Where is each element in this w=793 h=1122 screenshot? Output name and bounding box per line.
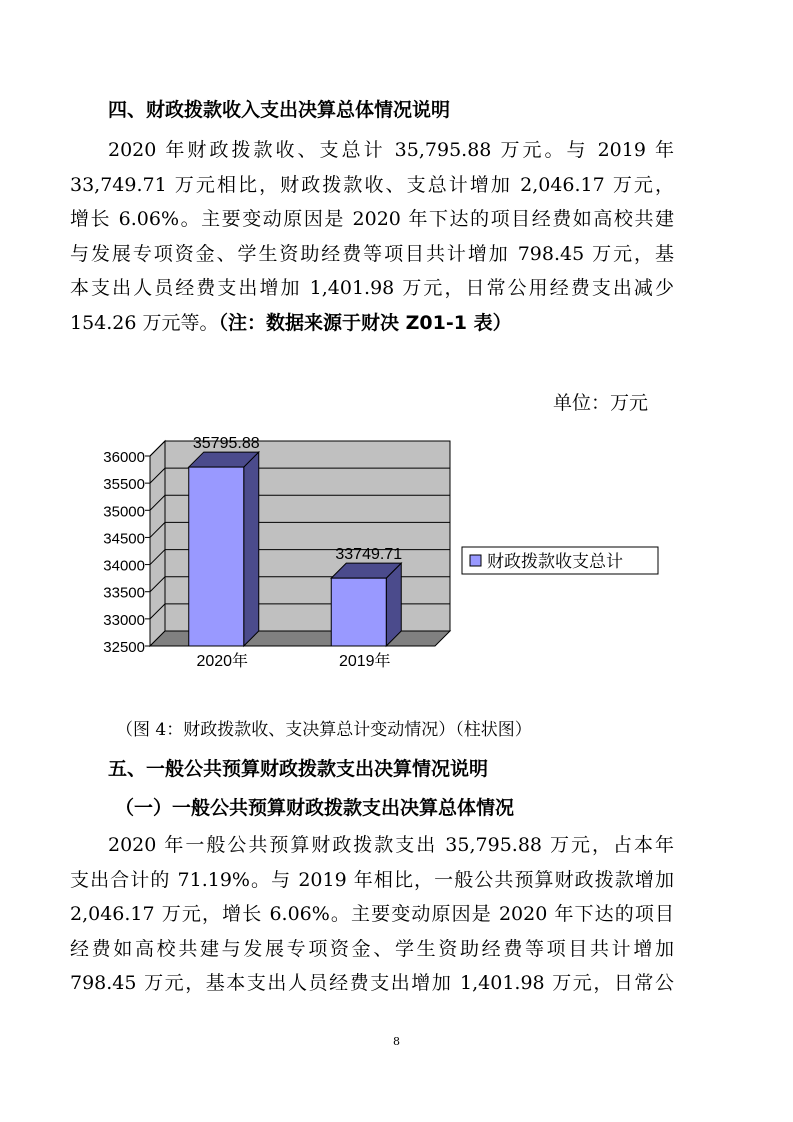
paragraph-line: 支出合计的 71.19%。与 2019 年相比，一般公共预算财政拨款增加 [70,868,674,891]
figure-caption: （图 4：财政拨款收、支决算总计变动情况）（柱状图） [116,720,532,740]
paragraph-line: 798.45 万元，基本支出人员经费支出增加 1,401.98 万元，日常公 [70,972,674,994]
data-label: 33749.71 [335,546,403,564]
bar-side [244,452,259,646]
paragraph-line: 33,749.71 万元相比，财政拨款收、支总计增加 2,046.17 万元， [70,173,674,196]
section5-paragraph [70,828,674,1001]
data-source-note: （注：数据来源于财决 Z01-1 表） [218,311,512,334]
bar [331,578,386,646]
bar [189,467,244,646]
x-tick-label: 2020年 [196,653,249,670]
paragraph-line-text: 154.26 万元等。 [70,311,219,334]
y-tick-label: 34000 [103,557,145,575]
paragraph-line [70,306,674,341]
y-tick-label: 34500 [103,530,145,548]
paragraph-line: 经费如高校共建与发展专项资金、学生资助经费等项目共计增加 [70,937,674,960]
chart-legend [462,547,658,574]
paragraph-line: 本支出人员经费支出增加 1,401.98 万元，日常公用经费支出减少 [70,277,674,299]
legend-label: 财政拨款收支总计 [487,552,623,571]
unit-label: 单位：万元 [553,392,649,414]
section4-paragraph [70,133,674,340]
paragraph-line: 2,046.17 万元，增长 6.06%。主要变动原因是 2020 年下达的项目 [70,903,674,925]
section5-subheading: （一）一般公共预算财政拨款支出决算总体情况 [115,797,515,819]
y-tick-label: 36000 [103,449,145,466]
page-number: 8 [393,1035,400,1048]
paragraph-line: 增长 6.06%。主要变动原因是 2020 年下达的项目经费如高校共建 [70,208,674,230]
y-tick-label: 33000 [103,611,145,629]
legend-swatch [470,555,481,566]
paragraph-line: 2020 年一般公共预算财政拨款支出 35,795.88 万元，占本年 [108,834,674,856]
plot-side-wall [150,441,165,646]
section4-heading: 四、财政拨款收入支出决算总体情况说明 [108,99,451,121]
y-tick-label: 33500 [103,584,145,602]
paragraph-line: 与发展专项资金、学生资助经费等项目共计增加 798.45 万元，基 [70,242,674,265]
section5-heading: 五、一般公共预算财政拨款支出决算情况说明 [108,758,489,780]
x-tick-label: 2019年 [338,653,391,670]
paragraph-line: 2020 年财政拨款收、支总计 35,795.88 万元。与 2019 年 [108,139,674,161]
bar-chart [80,428,680,676]
y-tick-label: 35000 [103,503,145,521]
data-label: 35795.88 [192,435,260,453]
y-tick-label: 35500 [103,476,145,494]
y-tick-label: 32500 [103,639,145,656]
